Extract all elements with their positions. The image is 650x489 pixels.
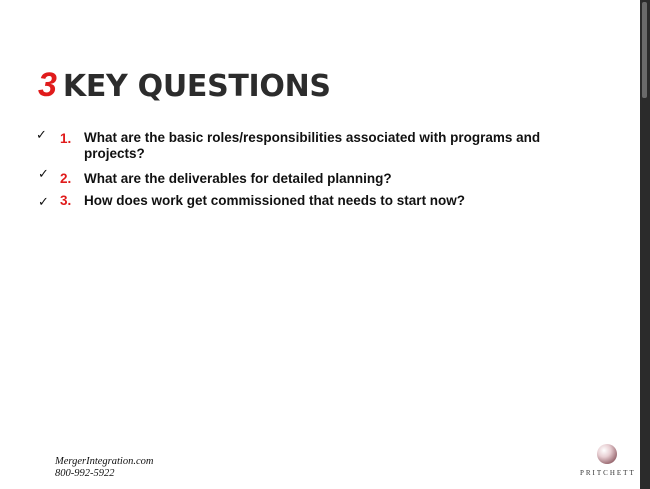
check-icon: ✓	[38, 167, 49, 182]
logo-text: PRITCHETT	[580, 469, 636, 477]
check-icon: ✓	[36, 128, 47, 143]
check-icon: ✓	[38, 195, 49, 210]
question-number-3: 3.	[60, 193, 72, 208]
title-text: KEY QUESTIONS	[62, 69, 331, 104]
vertical-scrollbar[interactable]	[640, 0, 650, 489]
question-number-2: 2.	[60, 171, 72, 186]
question-text-1-continued: projects?	[84, 146, 145, 161]
page-title	[38, 66, 331, 105]
title-number: 3	[38, 66, 57, 104]
question-text-2: What are the deliverables for detailed planning?	[84, 171, 392, 186]
question-text-1: What are the basic roles/responsibilities associated with programs and	[84, 130, 541, 145]
question-number-1: 1.	[60, 131, 72, 146]
website-text: MergerIntegration.com	[55, 456, 154, 467]
question-text-3: How does work get commissioned that needs to start now?	[84, 193, 466, 208]
phone-text: 800-992-5922	[55, 468, 115, 479]
scrollbar-thumb[interactable]	[642, 2, 647, 98]
contact-info	[55, 456, 153, 480]
pritchett-logo-icon	[597, 444, 617, 464]
